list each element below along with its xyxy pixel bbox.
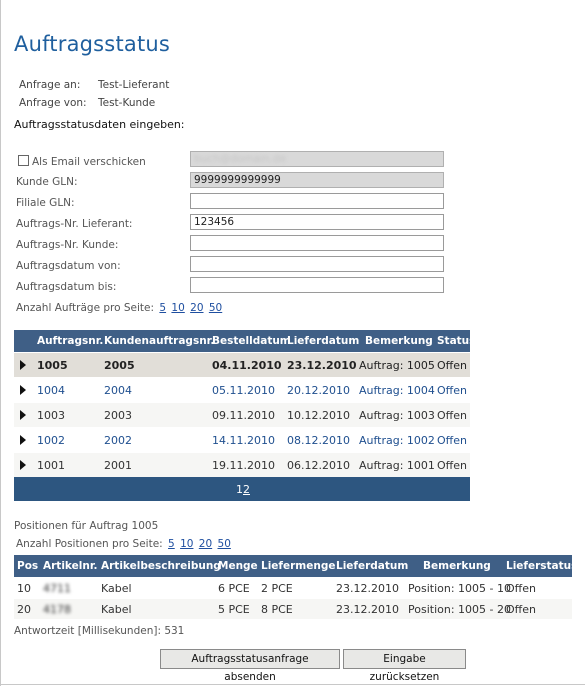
page-bottom-border [0, 684, 585, 685]
remark: Auftrag: 1004 [359, 384, 435, 397]
order-date: 05.11.2010 [212, 384, 275, 397]
col-quantity: Menge [218, 560, 258, 572]
customer-order-field[interactable] [190, 235, 444, 251]
request-from-value: Test-Kunde [98, 97, 156, 109]
positions-per-page-50[interactable]: 50 [217, 538, 231, 550]
order-no: 1005 [37, 359, 68, 372]
article-no: 4178 [43, 603, 71, 616]
expand-arrow-icon[interactable] [20, 385, 26, 395]
orders-table-header [14, 330, 476, 352]
status: Offen [437, 459, 467, 472]
email-checkbox-row[interactable] [18, 155, 146, 168]
customer-order-no: 2003 [104, 409, 132, 422]
positions-table-header [14, 555, 578, 577]
pos-delivery-date: 23.12.2010 [336, 603, 399, 616]
orders-per-page-10[interactable]: 10 [171, 302, 185, 314]
col-remark: Bemerkung [365, 335, 433, 347]
delivery-date: 08.12.2010 [287, 434, 350, 447]
delivery-status: Offen [506, 582, 536, 595]
position-row [14, 599, 572, 619]
quantity: 5 PCE [218, 603, 250, 616]
pos-remark: Position: 1005 - 10 [408, 582, 511, 595]
order-row[interactable] [14, 428, 470, 452]
date-to-field[interactable] [190, 277, 444, 293]
positions-heading: Positionen für Auftrag 1005 [14, 520, 159, 532]
customer-order-no: 2005 [104, 359, 135, 372]
status: Offen [437, 384, 467, 397]
col-customer-order-no: Kundenauftragsnr. [104, 335, 215, 347]
page-left-border [0, 0, 1, 686]
order-row[interactable] [14, 403, 470, 427]
article-no: 4711 [43, 582, 71, 595]
status: Offen [437, 359, 467, 372]
orders-per-page-5[interactable]: 5 [159, 302, 167, 314]
expand-arrow-icon[interactable] [20, 410, 26, 420]
order-date: 19.11.2010 [212, 459, 275, 472]
page-title: Auftragsstatus [14, 32, 171, 56]
supplier-order-field[interactable]: 123456 [190, 214, 444, 230]
email-checkbox-label: Als Email verschicken [32, 156, 146, 168]
request-to-label: Anfrage an: [19, 79, 81, 91]
request-to-value: Test-Lieferant [98, 79, 170, 91]
col-delivery-status: Lieferstatus [506, 560, 578, 572]
supplier-order-label: Auftrags-Nr. Lieferant: [16, 218, 133, 230]
positions-per-page [16, 538, 231, 550]
reset-input-button[interactable]: Eingabe zurücksetzen [343, 649, 466, 669]
pager-page-2[interactable]: 2 [243, 483, 250, 496]
delivery-date: 06.12.2010 [287, 459, 350, 472]
col-delivered-qty: Liefermenge [261, 560, 336, 572]
order-no: 1003 [37, 409, 65, 422]
orders-per-page-20[interactable]: 20 [190, 302, 204, 314]
expand-arrow-icon[interactable] [20, 460, 26, 470]
orders-per-page-label: Anzahl Aufträge pro Seite: [16, 302, 155, 314]
order-row[interactable] [14, 453, 470, 477]
order-date: 09.11.2010 [212, 409, 275, 422]
status: Offen [437, 434, 467, 447]
positions-per-page-20[interactable]: 20 [198, 538, 213, 550]
branch-gln-field[interactable] [190, 193, 444, 209]
customer-gln-field[interactable]: 9999999999999 [190, 172, 444, 188]
order-no: 1002 [37, 434, 65, 447]
col-delivery-date: Lieferdatum [287, 335, 360, 347]
delivered-qty: 2 PCE [261, 582, 293, 595]
col-order-date: Bestelldatum [212, 335, 291, 347]
col-pos-remark: Bemerkung [423, 560, 491, 572]
position-row [14, 578, 572, 598]
branch-gln-label: Filiale GLN: [16, 197, 75, 209]
positions-per-page-10[interactable]: 10 [180, 538, 194, 550]
col-order-no: Auftragsnr. [37, 335, 104, 347]
submit-request-button[interactable]: Auftragsstatusanfrage absenden [160, 649, 340, 669]
positions-per-page-5[interactable]: 5 [168, 538, 175, 550]
positions-per-page-label: Anzahl Positionen pro Seite: [16, 538, 163, 550]
orders-per-page [16, 302, 222, 314]
customer-order-no: 2001 [104, 459, 132, 472]
date-to-label: Auftragsdatum bis: [16, 281, 117, 293]
article-desc: Kabel [101, 603, 132, 616]
order-date: 04.11.2010 [212, 359, 282, 372]
order-row[interactable] [14, 353, 470, 377]
pos-no: 10 [17, 582, 31, 595]
col-pos-delivery-date: Lieferdatum [336, 560, 409, 572]
date-from-label: Auftragsdatum von: [16, 260, 121, 272]
orders-pager [14, 477, 470, 501]
status: Offen [437, 409, 467, 422]
section-heading: Auftragsstatusdaten eingeben: [14, 118, 185, 131]
pos-delivery-date: 23.12.2010 [336, 582, 399, 595]
order-no: 1004 [37, 384, 65, 397]
request-from-label: Anfrage von: [19, 97, 87, 109]
delivery-status: Offen [506, 603, 536, 616]
remark: Auftrag: 1002 [359, 434, 435, 447]
response-time: Antwortzeit [Millisekunden]: 531 [14, 625, 185, 637]
delivery-date: 10.12.2010 [287, 409, 350, 422]
article-desc: Kabel [101, 582, 132, 595]
orders-per-page-50[interactable]: 50 [208, 302, 223, 314]
email-checkbox[interactable] [18, 155, 29, 166]
col-article-desc: Artikelbeschreibung [101, 560, 221, 572]
remark: Auftrag: 1005 [359, 359, 435, 372]
quantity: 6 PCE [218, 582, 250, 595]
delivery-date: 20.12.2010 [287, 384, 350, 397]
date-from-field[interactable] [190, 256, 444, 272]
pos-no: 20 [17, 603, 31, 616]
remark: Auftrag: 1003 [359, 409, 435, 422]
pager-page-1[interactable]: 1 [236, 483, 243, 496]
order-date: 14.11.2010 [212, 434, 275, 447]
email-field[interactable]: buch@domain.de [190, 151, 444, 167]
customer-order-no: 2002 [104, 434, 132, 447]
delivery-date: 23.12.2010 [287, 359, 357, 372]
delivered-qty: 8 PCE [261, 603, 293, 616]
col-status: Status [437, 335, 476, 347]
pos-remark: Position: 1005 - 20 [408, 603, 511, 616]
customer-order-no: 2004 [104, 384, 132, 397]
expand-arrow-icon[interactable] [20, 360, 26, 370]
order-row[interactable] [14, 378, 470, 402]
customer-order-label: Auftrags-Nr. Kunde: [16, 239, 119, 251]
expand-arrow-icon[interactable] [20, 435, 26, 445]
col-article-no: Artikelnr. [43, 560, 98, 572]
remark: Auftrag: 1001 [359, 459, 435, 472]
customer-gln-label: Kunde GLN: [16, 176, 78, 188]
col-pos: Pos [17, 560, 39, 572]
order-no: 1001 [37, 459, 65, 472]
